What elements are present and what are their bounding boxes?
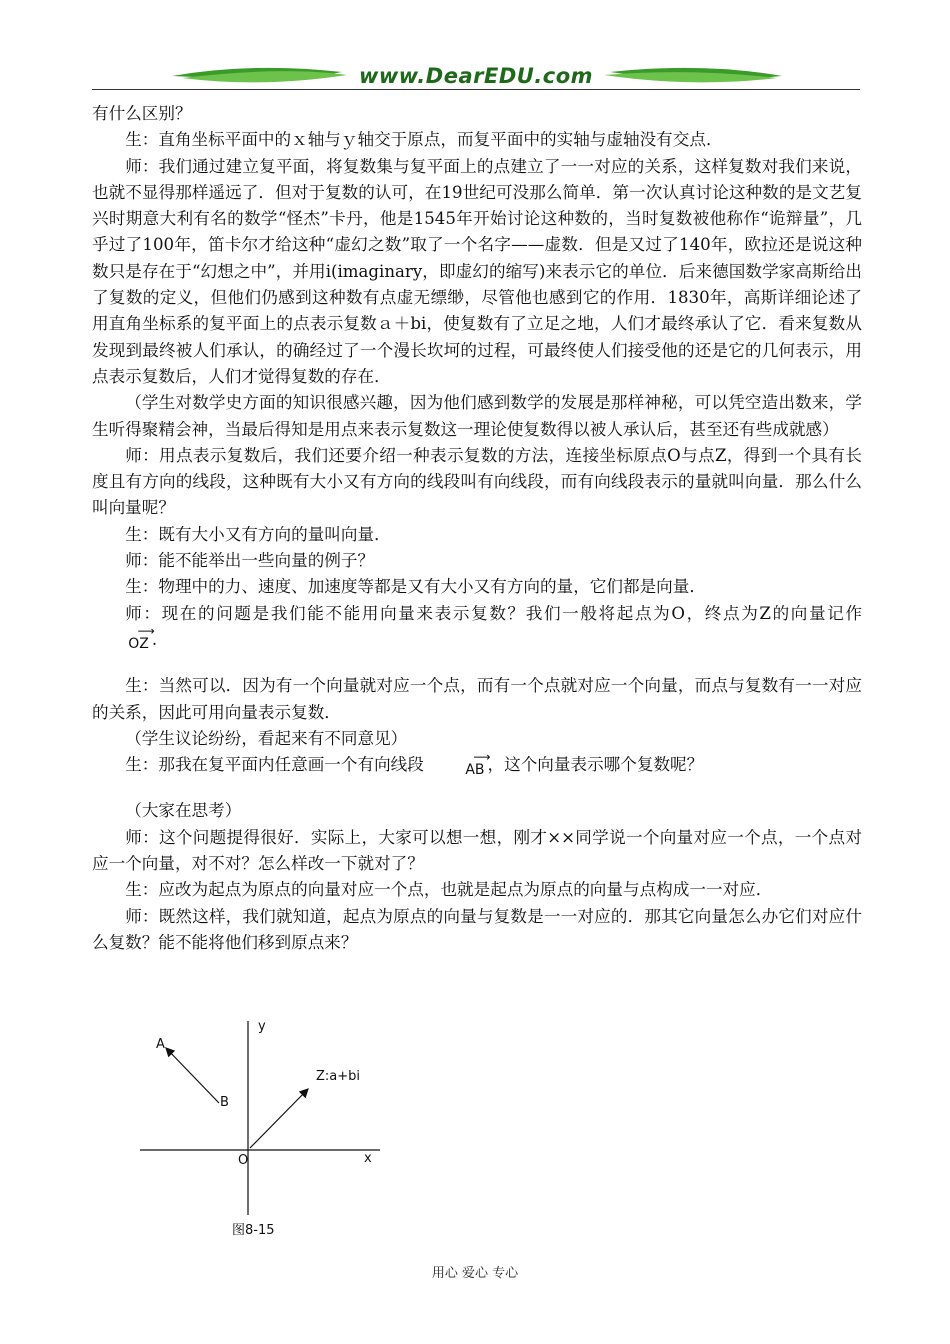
coordinate-diagram xyxy=(140,1015,400,1240)
figure-caption: 图8-15 xyxy=(232,1223,275,1238)
page-footer: 用心 爱心 专心 xyxy=(431,1266,519,1281)
paragraph xyxy=(92,749,862,778)
page-header xyxy=(92,58,860,92)
vector-arrow-icon: ⟶ xyxy=(473,749,488,764)
paragraph: 生：当然可以．因为有一个向量就对应一个点，而有一个点就对应一个向量，而点与复数有一一对应的关系，因此可用向量表示复数． xyxy=(92,676,862,722)
figure-8-15 xyxy=(140,1015,400,1240)
origin-label: O xyxy=(238,1153,249,1168)
paragraph: 师：我们通过建立复平面，将复数集与复平面上的点建立了一一对应的关系，这样复数对我们来说，也就不显得那样遥远了．但对于复数的认可，在19世纪可没那么简单．第一次认真讨论这种数的是文艺复兴时期意大利有名的数学“怪杰”卡丹，他是1545年开始讨论这种数的，当时复数被他称作“诡辩量”，几乎过了100年，笛卡尔才给这种“虚幻之数”取了一个名字——虚数．但是又过了140年，欧拉还是说这种数只是存在于“幻想之中”，并用i(imaginary，即虚幻的缩写)来表示它的单位．后来德国数学家高斯给出了复数的定义，但他们仍感到这种数有点虚无缥缈，尽管他也感到它的作用．1830年，高斯详细论述了用直角坐标系的复平面上的点表示复数ａ＋bi，使复数有了立足之地，人们才最终承认了它．看来复数从发现到最终被人们承认，的确经过了一个漫长坎坷的过程，可最终使人们接受他的还是它的几何表示，用点表示复数后，人们才觉得复数的存在． xyxy=(92,156,862,386)
vector-arrow-icon: ⟶ xyxy=(137,624,152,639)
paragraph: 师：能不能举出一些向量的例子？ xyxy=(125,551,375,571)
paragraph: （学生对数学史方面的知识很感兴趣，因为他们感到数学的发展是那样神秘，可以凭空造出数来，学生听得聚精会神，当最后得知是用点来表示复数这一理论使复数得以被人承认后，甚至还有些成就感） xyxy=(92,393,862,439)
y-axis-label: y xyxy=(258,1019,266,1034)
spacer xyxy=(92,653,862,673)
paragraph: 有什么区别？ xyxy=(92,104,192,123)
paragraph-text: 师：现在的问题是我们能不能用向量来表示复数？我们一般将起点为O，终点为Z的向量记作 xyxy=(125,603,862,623)
paragraph-text: 生：那我在复平面内任意画一个有向线段 xyxy=(125,755,424,775)
paragraph: 生：既有大小又有方向的量叫向量． xyxy=(125,524,391,544)
vector-oz-arrow xyxy=(250,1089,308,1148)
vector-ab xyxy=(429,749,488,778)
x-axis-label: x xyxy=(364,1151,372,1166)
paragraph: （大家在思考） xyxy=(125,801,242,821)
paragraph: 师：既然这样，我们就知道，起点为原点的向量与复数是一一对应的．那其它向量怎么办它们对应什么复数？能不能将他们移到原点来？ xyxy=(92,906,862,952)
vector-oz-label: OZ xyxy=(128,636,149,653)
paragraph xyxy=(92,601,862,654)
site-logo-text[interactable]: www.DearEDU.com xyxy=(358,64,594,88)
point-a-label: A xyxy=(156,1037,165,1052)
vector-ab-label: AB xyxy=(465,761,485,778)
point-b-label: B xyxy=(220,1095,229,1110)
paragraph: 生：应改为起点为原点的向量对应一个点，也就是起点为原点的向量与点构成一一对应． xyxy=(125,880,773,900)
period: . xyxy=(151,629,158,649)
paragraph-text: ，这个向量表示哪个复数呢？ xyxy=(487,755,704,775)
paragraph: 师：用点表示复数后，我们还要介绍一种表示复数的方法，连接坐标原点O与点Z，得到一个具有长度且有方向的线段，这种既有大小又有方向的线段叫有向线段，而有向线段表示的量就叫向量．那么什么叫向量呢？ xyxy=(92,445,862,518)
point-z-label: Z:a+bi xyxy=(316,1069,361,1084)
document-body xyxy=(92,101,862,956)
paragraph: （学生议论纷纷，看起来有不同意见） xyxy=(125,728,408,748)
paragraph: 生：物理中的力、速度、加速度等都是又有大小又有方向的量，它们都是向量． xyxy=(125,577,706,597)
vector-ba-arrow xyxy=(166,1048,219,1103)
vector-oz xyxy=(92,624,152,653)
paragraph: 师：这个问题提得很好．实际上，大家可以想一想，刚才××同学说一个向量对应一个点，一个点对应一个向量，对不对？怎么样改一下就对了？ xyxy=(92,827,862,874)
header-rule xyxy=(92,89,860,90)
spacer xyxy=(92,778,862,798)
paragraph: 生：直角坐标平面中的ｘ轴与ｙ轴交于原点，而复平面中的实轴与虚轴没有交点． xyxy=(125,130,723,150)
